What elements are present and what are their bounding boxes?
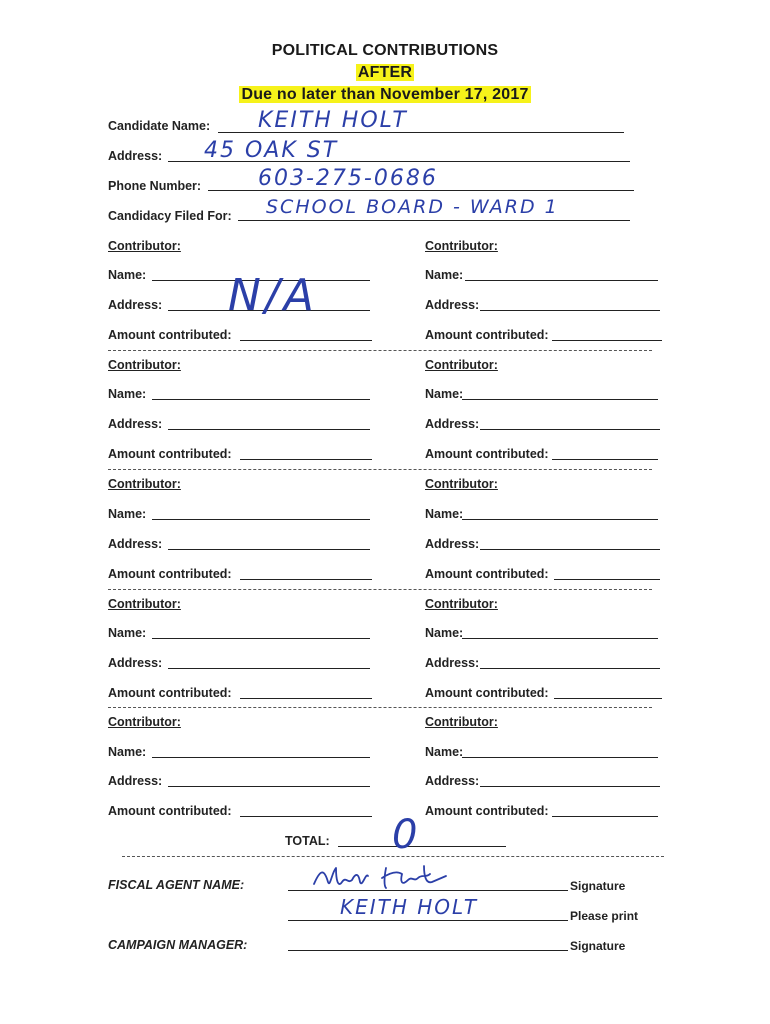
amount-line [552,340,662,341]
amount-line [240,698,372,699]
amount-label: Amount contributed: [108,447,232,461]
contributor-name-line [152,519,370,520]
contributor-name-label: Name: [425,626,464,640]
amount-label: Amount contributed: [425,328,549,342]
amount-line [554,579,660,580]
section-divider [108,350,652,351]
amount-label: Amount contributed: [425,804,549,818]
candidacy-line [238,220,630,221]
amount-label: Amount contributed: [108,686,232,700]
candidate-name-value: KEITH HOLT [258,108,408,133]
candidate-address-label: Address: [108,149,163,163]
section-divider [122,856,664,857]
contributor-heading: Contributor: [108,239,181,253]
candidate-address-value: 45 OAK ST [204,138,339,163]
form-title: POLITICAL CONTRIBUTIONS [271,42,499,59]
amount-line [240,459,372,460]
please-print-label: Please print [570,909,639,923]
contributor-address-label: Address: [425,298,480,312]
subtitle-text: AFTER [357,64,413,81]
amount-label: Amount contributed: [425,567,549,581]
fiscal-agent-label: FISCAL AGENT NAME: [108,878,245,892]
contributor-heading: Contributor: [425,715,498,729]
contributor-address-label: Address: [425,537,480,551]
amount-line [552,459,658,460]
amount-line [240,579,372,580]
contributor-heading: Contributor: [108,715,181,729]
campaign-manager-label: CAMPAIGN MANAGER: [108,938,248,952]
contributor-address-label: Address: [108,656,163,670]
section-divider [108,469,652,470]
not-applicable-mark: N/A [228,270,318,321]
contributor-heading: Contributor: [108,597,181,611]
contributor-name-line [462,757,658,758]
contributor-address-label: Address: [108,537,163,551]
contributor-address-line [480,549,660,550]
contributor-name-line [465,280,658,281]
fiscal-agent-signature [306,860,466,896]
contributor-address-line [168,668,370,669]
total-value: 0 [392,812,420,858]
contributor-name-line [152,638,370,639]
contributor-name-line [462,638,658,639]
section-divider [108,589,652,590]
contributor-address-line [480,668,660,669]
total-label: TOTAL: [285,834,330,848]
contributor-heading: Contributor: [425,477,498,491]
contributor-address-label: Address: [108,417,163,431]
contributor-name-label: Name: [108,626,147,640]
signature-label: Signature [570,879,626,893]
candidate-name-label: Candidate Name: [108,119,211,133]
contributor-name-label: Name: [425,268,464,282]
amount-label: Amount contributed: [108,328,232,342]
contributor-name-line [152,757,370,758]
contributor-name-label: Name: [108,745,147,759]
deadline-text: Due no later than November 17, 2017 [241,86,529,103]
fiscal-agent-print-line [288,920,568,921]
amount-label: Amount contributed: [425,447,549,461]
contributor-heading: Contributor: [425,358,498,372]
contributor-name-label: Name: [425,507,464,521]
amount-line [552,816,658,817]
phone-label: Phone Number: [108,179,202,193]
candidacy-value: SCHOOL BOARD - WARD 1 [266,196,559,218]
contributor-address-line [480,310,660,311]
fiscal-agent-printed-name: KEITH HOLT [340,895,479,919]
amount-line [554,698,662,699]
contributor-name-label: Name: [108,268,147,282]
phone-value: 603-275-0686 [258,166,438,191]
contributor-heading: Contributor: [108,477,181,491]
contributor-name-label: Name: [108,507,147,521]
contributor-address-line [168,429,370,430]
section-divider [108,707,652,708]
contributor-heading: Contributor: [108,358,181,372]
contributor-name-line [462,519,658,520]
amount-line [240,340,372,341]
contributor-address-line [480,429,660,430]
contributor-address-label: Address: [108,774,163,788]
form-subtitle [0,64,770,82]
contributor-address-line [168,549,370,550]
contributor-heading: Contributor: [425,597,498,611]
amount-label: Amount contributed: [108,804,232,818]
amount-label: Amount contributed: [108,567,232,581]
contributor-heading: Contributor: [425,239,498,253]
contributor-address-label: Address: [425,774,480,788]
contributor-name-label: Name: [425,387,464,401]
signature-label: Signature [570,939,626,953]
contributor-address-label: Address: [425,417,480,431]
contributor-name-label: Name: [425,745,464,759]
contributor-name-line [462,399,658,400]
contributor-address-label: Address: [425,656,480,670]
deadline [0,86,770,104]
campaign-manager-signature-line [288,950,568,951]
candidacy-label: Candidacy Filed For: [108,209,232,223]
amount-line [240,816,372,817]
contributor-address-line [480,786,660,787]
amount-label: Amount contributed: [425,686,549,700]
contributor-address-line [168,786,370,787]
contributor-name-label: Name: [108,387,147,401]
total-line [338,846,506,847]
contributor-name-line [152,399,370,400]
contributor-address-label: Address: [108,298,163,312]
